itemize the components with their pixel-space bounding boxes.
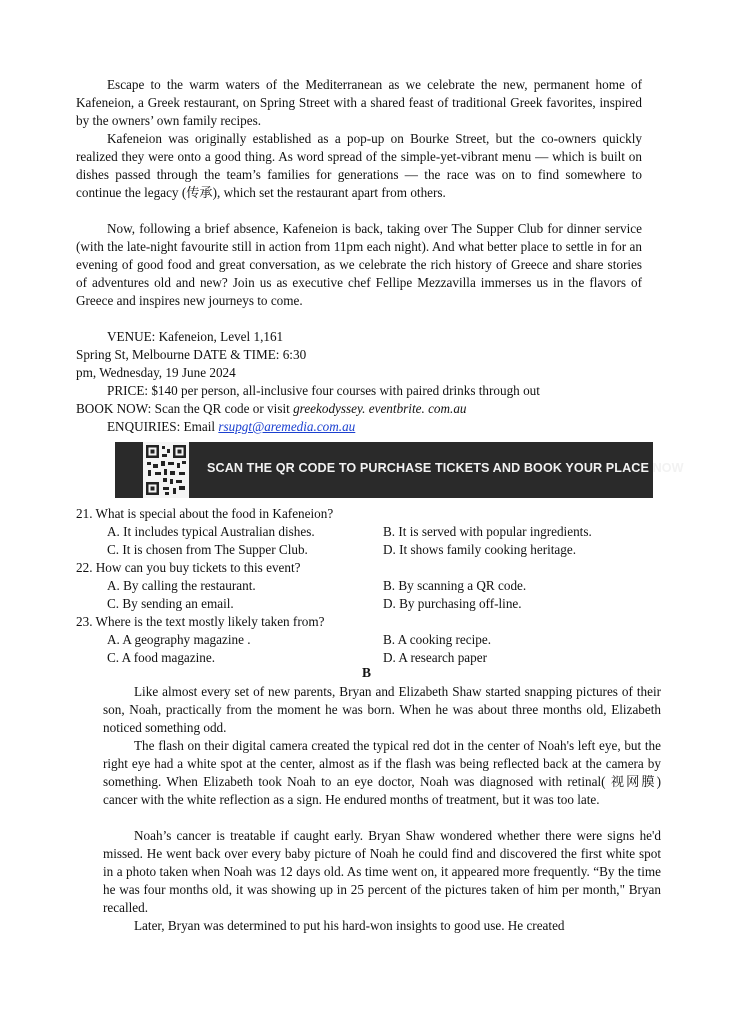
question-23-stem: 23. Where is the text mostly likely taken from?	[76, 614, 325, 629]
question-23-option-a[interactable]: A. A geography magazine .	[107, 632, 251, 647]
passage-a-paragraph-1: Escape to the warm waters of the Mediterranean as we celebrate the new, permanent home of Kafeneion, a Greek restaurant, on Spring Street with a shared feast of traditional Greek favorites, inspired by the owners’ own family recipes.	[76, 77, 642, 128]
enquiries-email-link[interactable]: rsupgt@aremedia.com.au	[218, 419, 356, 434]
question-21-option-b[interactable]: B. It is served with popular ingredients.	[383, 524, 592, 539]
passage-b-paragraph-4: Later, Bryan was determined to put his hard-won insights to good use. He created	[134, 918, 565, 933]
book-now-label: BOOK NOW: Scan the QR code or visit	[76, 401, 294, 416]
question-23-option-c[interactable]: C. A food magazine.	[107, 650, 216, 665]
banner-text: SCAN THE QR CODE TO PURCHASE TICKETS AND BOOK YOUR PLACE NOW	[207, 461, 684, 475]
section-b-heading: B	[362, 665, 372, 680]
question-22-stem: 22. How can you buy tickets to this event?	[76, 560, 301, 575]
passage-a-paragraph-3: Now, following a brief absence, Kafeneion is back, taking over The Supper Club for dinner service (with the late-night favourite still in action from 11pm each night). And what better place to settle in for an evening of good food and great conversation, as we celebrate the rich history of Greece and share stories of adventures old and new? Join us as executive chef Fellipe Mezzavilla immerses us in the flavors of Greece and inspires new journeys to come.	[76, 221, 642, 308]
passage-b-paragraph-1: Like almost every set of new parents, Bryan and Elizabeth Shaw started snapping pictures of their son, Noah, practically from the moment he was born. When he was about three months old, Elizabeth noticed something odd.	[103, 684, 661, 735]
venue-line-1: VENUE: Kafeneion, Level 1,161	[107, 329, 284, 344]
qr-banner	[115, 442, 684, 498]
question-22-option-b[interactable]: B. By scanning a QR code.	[383, 578, 527, 593]
question-23-option-d[interactable]: D. A research paper	[383, 650, 487, 665]
qr-code-icon[interactable]	[143, 442, 189, 498]
venue-line-3: pm, Wednesday, 19 June 2024	[76, 365, 236, 380]
question-21-option-d[interactable]: D. It shows family cooking heritage.	[383, 542, 577, 557]
question-21-option-a[interactable]: A. It includes typical Australian dishes.	[107, 524, 315, 539]
booking-website-link[interactable]: greekodyssey. eventbrite. com.au	[293, 401, 467, 416]
question-22-option-a[interactable]: A. By calling the restaurant.	[107, 578, 256, 593]
question-21-stem: 21. What is special about the food in Kafeneion?	[76, 506, 334, 521]
enquiries-label: ENQUIRIES: Email	[107, 419, 219, 434]
passage-b-paragraph-3: Noah’s cancer is treatable if caught early. Bryan Shaw wondered whether there were signs he'd missed. He went back over every baby picture of Noah he could find and discovered the first white spot in a photo taken when Noah was 12 days old. As time went on, it appeared more frequently. “By the time he was four months old, it was showing up in 25 percent of the pictures taken of him per month," Bryan recalled.	[103, 828, 661, 915]
question-22-option-d[interactable]: D. By purchasing off-line.	[383, 596, 522, 611]
enquiries-line	[107, 418, 355, 436]
passage-b-paragraph-2: The flash on their digital camera created the typical red dot in the center of Noah's left eye, but the right eye had a white spot at the center, almost as if the flash was being reflected back at the camera by something. When Elizabeth took Noah to an eye doctor, Noah was diagnosed with retinal( 视网膜) cancer with the white reflection as a sign. He endured months of treatment, but it was too late.	[103, 738, 661, 807]
question-21-option-c[interactable]: C. It is chosen from The Supper Club.	[107, 542, 308, 557]
price-line: PRICE: $140 per person, all-inclusive four courses with paired drinks through out	[107, 383, 540, 398]
venue-line-2: Spring St, Melbourne DATE & TIME: 6:30	[76, 347, 307, 362]
question-23-option-b[interactable]: B. A cooking recipe.	[383, 632, 492, 647]
passage-a-paragraph-2: Kafeneion was originally established as a pop-up on Bourke Street, but the co-owners quickly realized they were onto a good thing. As word spread of the simple-yet-vibrant menu — which is built on dishes passed through the team’s families for generations — the race was on to find somewhere to continue the legacy (传承), which set the restaurant apart from others.	[76, 131, 642, 200]
question-22-option-c[interactable]: C. By sending an email.	[107, 596, 234, 611]
book-now-line	[76, 400, 467, 418]
